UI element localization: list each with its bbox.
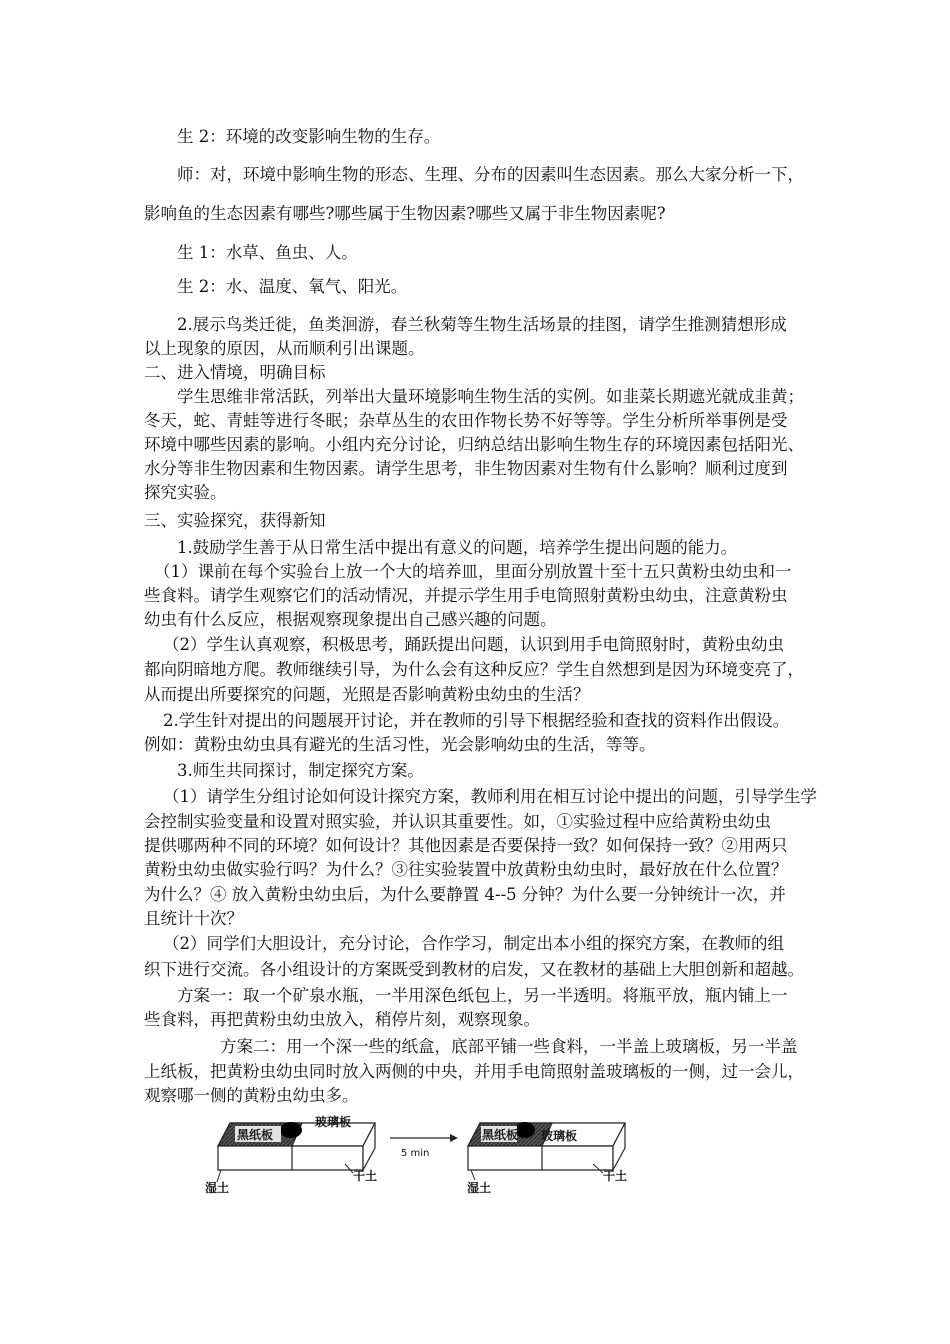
time-arrow	[390, 1134, 458, 1159]
paragraph-line: （1）课前在每个实验台上放一个大的培养皿，里面分别放置十至十五只黄粉虫幼虫和一	[154, 562, 792, 581]
paragraph-line: （1）请学生分组讨论如何设计探究方案，教师利用在相互讨论中提出的问题，引导学生学	[163, 787, 817, 806]
paragraph-line: 观察哪一侧的黄粉虫幼虫多。	[144, 1086, 359, 1105]
section-heading: 三、实验探究，获得新知	[144, 511, 326, 530]
paragraph-line: 学生思维非常活跃，列举出大量环境影响生物生活的实例。如韭菜长期遮光就成韭黄；	[177, 387, 804, 406]
experiment-figure	[205, 1108, 665, 1198]
paragraph-line: 探究实验。	[144, 483, 227, 502]
black-board-label: 黑纸板	[237, 1128, 274, 1142]
wet-soil-label: 湿土	[467, 1181, 492, 1195]
paragraph-line: 方案二：用一个深一些的纸盒，底部平铺一些食料，一半盖上玻璃板，另一半盖	[220, 1037, 798, 1056]
paragraph-line: 些食料，再把黄粉虫幼虫放入，稍停片刻，观察现象。	[144, 1010, 540, 1029]
paragraph-line: 冬天，蛇、青蛙等进行冬眠；杂草丛生的农田作物长势不好等等。学生分析所举事例是受	[144, 411, 788, 430]
dialogue-line: 影响鱼的生态因素有哪些?哪些属于生物因素?哪些又属于非生物因素呢?	[144, 204, 666, 223]
paragraph-line: 为什么？④ 放入黄粉虫幼虫后，为什么要静置 4--5 分钟？为什么要一分钟统计一次，并	[144, 885, 786, 904]
larvae-group-left	[280, 1122, 302, 1138]
paragraph-line: 3.师生共同探讨，制定探究方案。	[177, 761, 424, 780]
experiment-diagram	[205, 1108, 665, 1198]
paragraph-line: 黄粉虫幼虫做实验行吗？为什么？③往实验装置中放黄粉虫幼虫时，最好放在什么位置？	[144, 860, 788, 879]
wet-soil-label: 湿土	[205, 1181, 230, 1195]
arrow-time-label: 5 min	[401, 1148, 430, 1159]
paragraph-line: 且统计十次？	[144, 909, 243, 928]
paragraph-line: 以上现象的原因，从而顺利引出课题。	[144, 339, 425, 358]
paragraph-line: 织下进行交流。各小组设计的方案既受到教材的启发，又在教材的基础上大胆创新和超越。	[144, 960, 804, 979]
paragraph-line: 从而提出所要探究的问题，光照是否影响黄粉虫幼虫的生活？	[144, 685, 590, 704]
paragraph-line: （2）同学们大胆设计，充分讨论，合作学习，制定出本小组的探究方案，在教师的组	[163, 934, 784, 953]
black-board-label: 黑纸板	[482, 1128, 519, 1142]
paragraph-line: 2.学生针对提出的问题展开讨论，并在教师的引导下根据经验和查找的资料作出假设。	[163, 711, 790, 730]
paragraph-line: 提供哪两种不同的环境？如何设计？其他因素是否要保持一致？如何保持一致？②用两只	[144, 836, 788, 855]
paragraph-line: （2）学生认真观察，积极思考，踊跃提出问题，认识到用手电筒照射时，黄粉虫幼虫	[163, 635, 784, 654]
dry-soil-label: 干土	[603, 1169, 628, 1183]
paragraph-line: 都向阴暗地方爬。教师继续引导，为什么会有这种反应？学生自然想到是因为环境变亮了，	[144, 660, 804, 679]
glass-board-label: 玻璃板	[315, 1115, 352, 1129]
paragraph-line: 例如：黄粉虫幼虫具有避光的生活习性，光会影响幼虫的生活，等等。	[144, 735, 656, 754]
dry-soil-label: 干土	[353, 1169, 378, 1183]
paragraph-line: 幼虫有什么反应，根据观察现象提出自己感兴趣的问题。	[144, 610, 557, 629]
paragraph-line: 2.展示鸟类迁徙，鱼类洄游，春兰秋菊等生物生活场景的挂图，请学生推测猜想形成	[177, 315, 787, 334]
paragraph-line: 水分等非生物因素和生物因素。请学生思考，非生物因素对生物有什么影响？顺利过度到	[144, 459, 788, 478]
paragraph-line: 会控制实验变量和设置对照实验，并认识其重要性。如，①实验过程中应给黄粉虫幼虫	[144, 812, 771, 831]
box-before	[205, 1114, 377, 1195]
section-heading: 二、进入情境，明确目标	[144, 363, 326, 382]
paragraph-line: 1.鼓励学生善于从日常生活中提出有意义的问题，培养学生提出问题的能力。	[177, 538, 738, 557]
glass-board-label: 玻璃板	[541, 1129, 578, 1143]
paragraph-line: 方案一：取一个矿泉水瓶，一半用深色纸包上，另一半透明。将瓶平放，瓶内铺上一	[177, 986, 788, 1005]
dialogue-line: 生 2：水、温度、氧气、阳光。	[177, 277, 408, 296]
dialogue-line: 生 2：环境的改变影响生物的生存。	[177, 127, 441, 146]
dialogue-line: 生 1：水草、鱼虫、人。	[177, 243, 358, 262]
box-after	[467, 1122, 627, 1195]
paragraph-line: 些食料。请学生观察它们的活动情况，并提示学生用手电筒照射黄粉虫幼虫，注意黄粉虫	[144, 586, 788, 605]
dialogue-line: 师：对，环境中影响生物的形态、生理、分布的因素叫生态因素。那么大家分析一下，	[177, 165, 804, 184]
paragraph-line: 上纸板，把黄粉虫幼虫同时放入两侧的中央，并用手电筒照射盖玻璃板的一侧，过一会儿，	[144, 1062, 804, 1081]
paragraph-line: 环境中哪些因素的影响。小组内充分讨论，归纳总结出影响生物生存的环境因素包括阳光、	[144, 435, 804, 454]
